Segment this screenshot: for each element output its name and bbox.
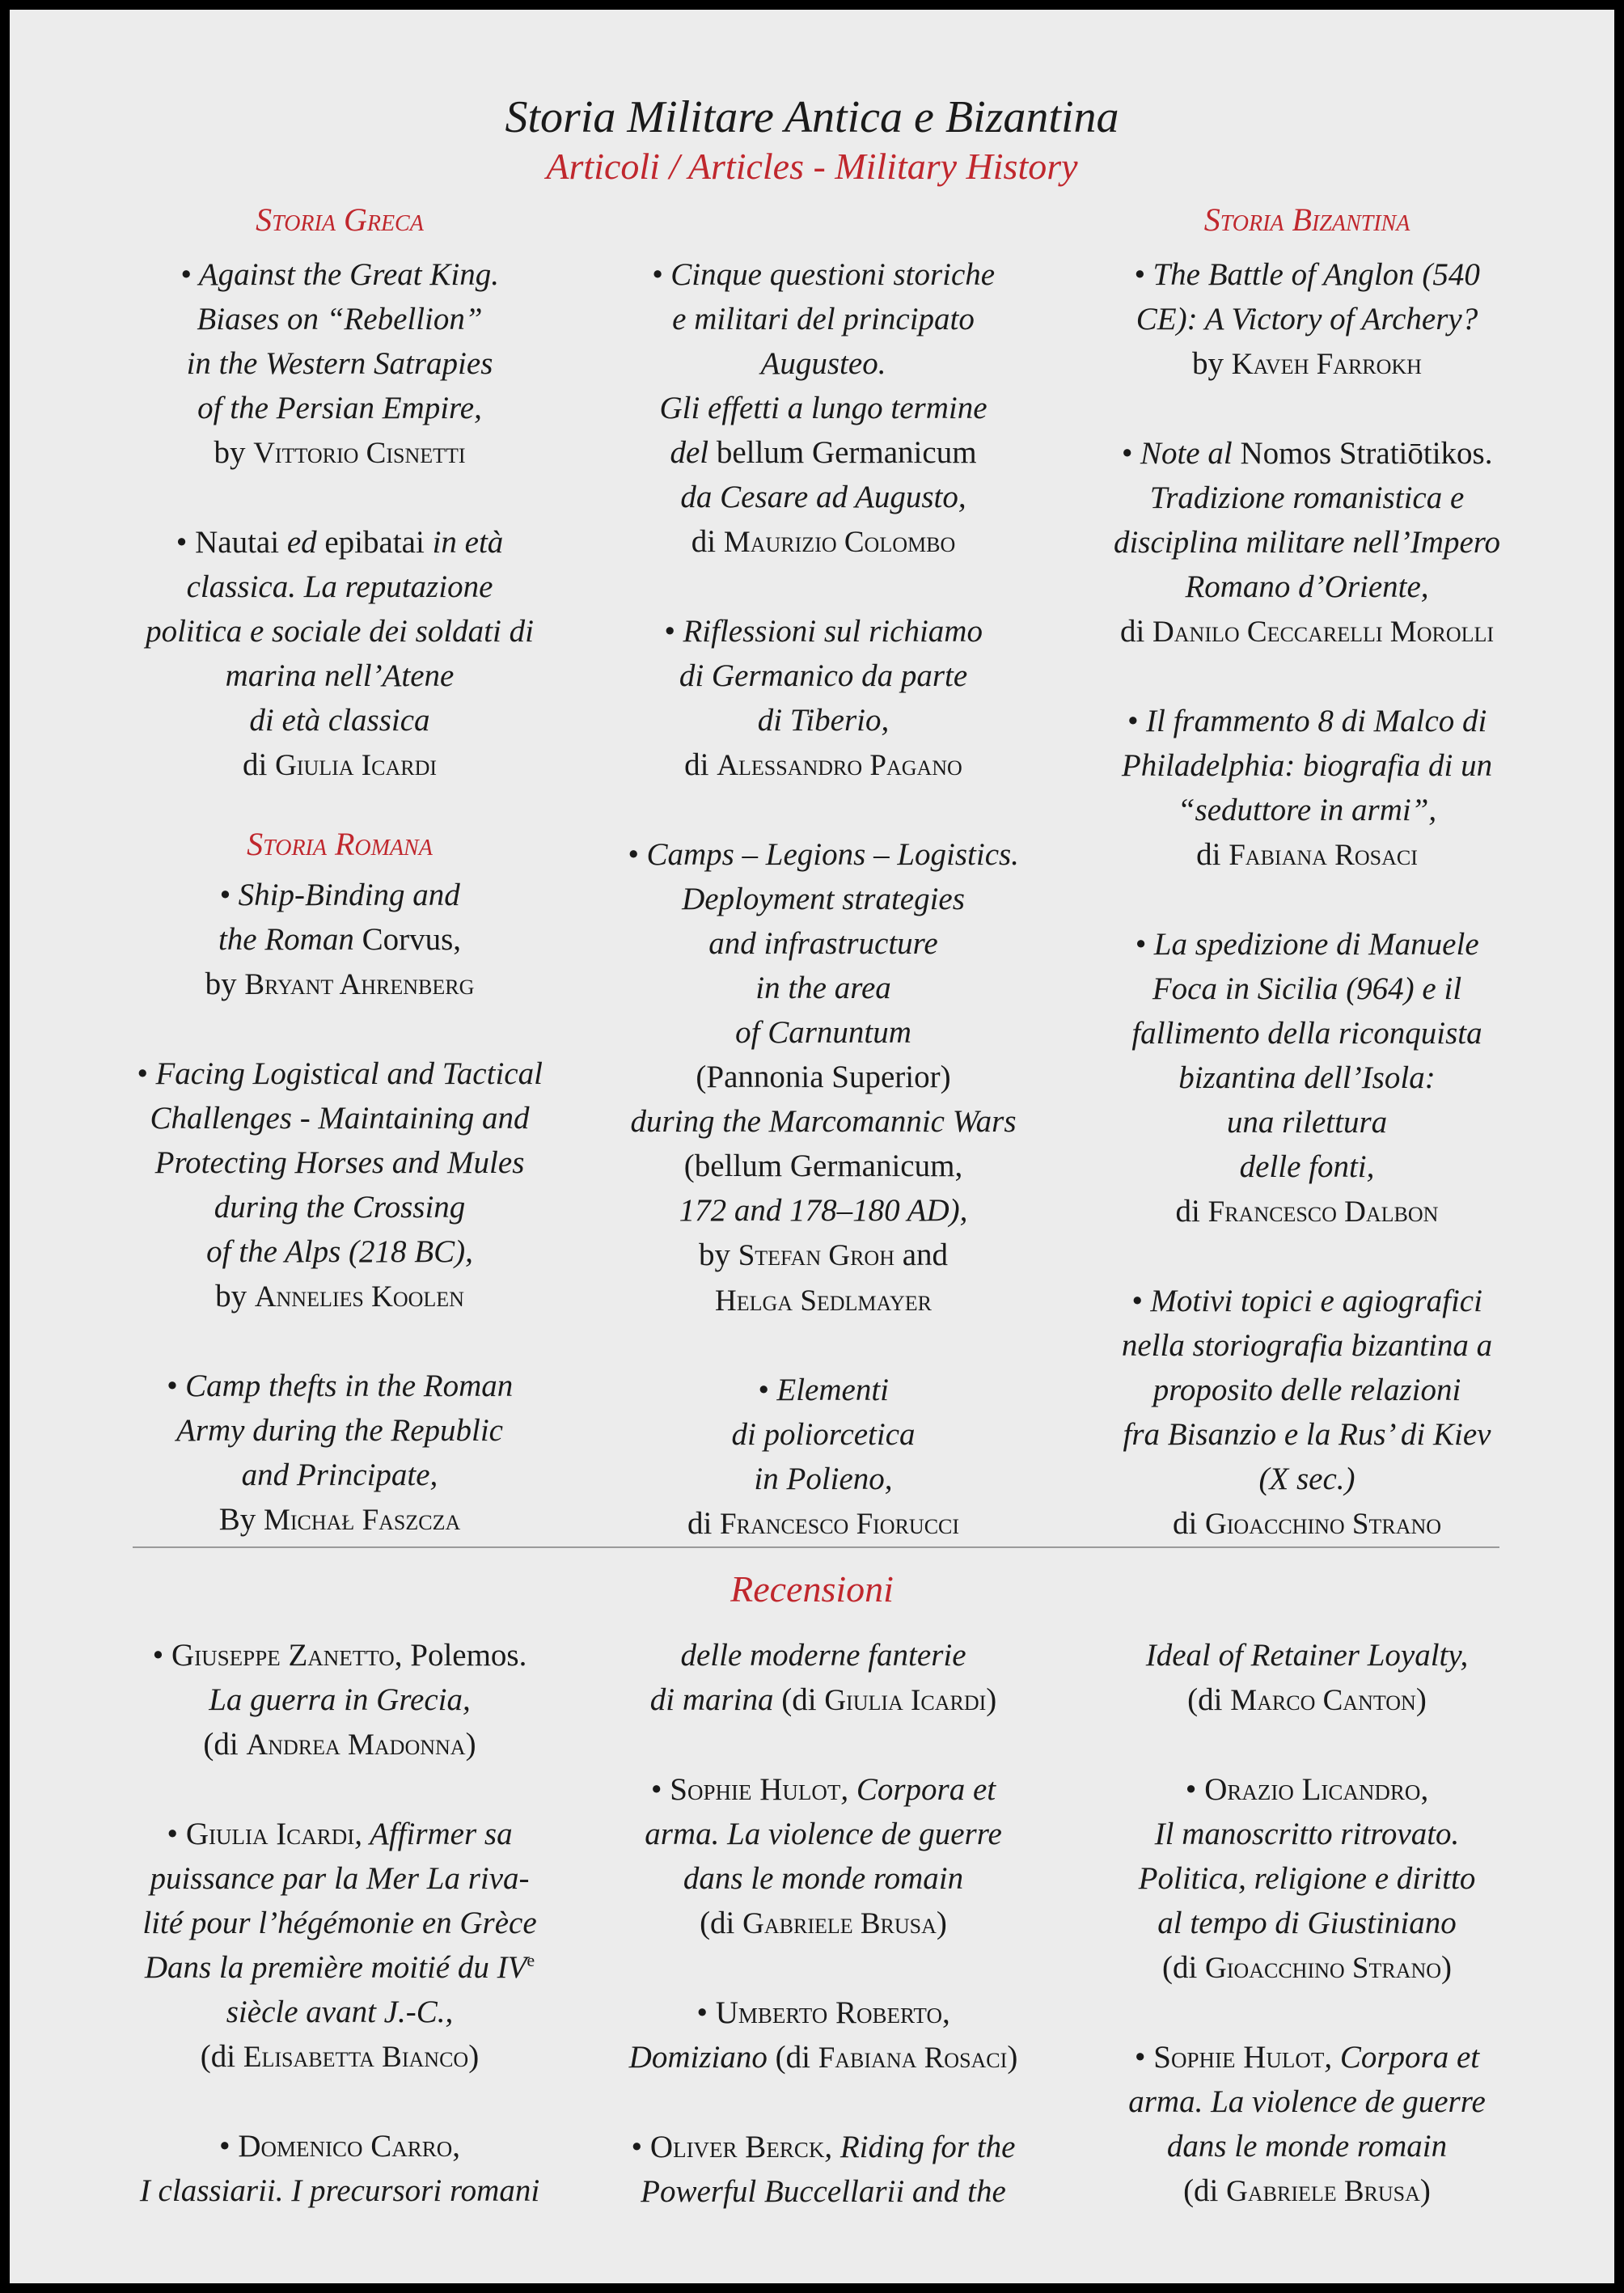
article-entry[interactable]: • Motivi topici e agiografici nella storiografia bizantina a proposito delle relazioni fra Bisanzio e la Rus’ di Kiev (X sec.) di Gioacchino Strano [1121,1284,1493,1541]
review-entry[interactable]: • Umberto Roberto, Domiziano (di Fabiana Rosaci) [628,1995,1018,2075]
column-romana [581,252,1066,1591]
article-entry[interactable]: • Il frammento 8 di Malco di Philadelphia: biografia di un “seduttore in armi”, di Fabiana Rosaci [1121,704,1493,872]
reviewer: Giulia Icardi [824,1684,987,1717]
review-entry[interactable]: Ideal of Retainer Loyalty, (di Marco Canton) [1145,1638,1469,1717]
section-storia-bizantina: Storia Bizantina [1203,201,1410,238]
article-author: Francesco Fiorucci [720,1508,960,1541]
reviewer: Gabriele Brusa [742,1907,937,1940]
review-entry[interactable]: • Orazio Licandro, Il manoscritto ritrovato. Politica, religione e diritto al tempo di Giustiniano (di Gioacchino Strano) [1138,1772,1476,1985]
article-author: Giulia Icardi [275,749,438,782]
article-author: Annelies Koolen [254,1280,464,1314]
review-entry[interactable]: • Sophie Hulot, Corpora et arma. La violence de guerre dans le monde romain (di Gabriele Brusa) [1128,2040,1486,2208]
review-entry[interactable]: • Sophie Hulot, Corpora et arma. La violence de guerre dans le monde romain (di Gabriele Brusa) [645,1772,1002,1940]
article-author: Vittorio Cisnetti [253,437,466,470]
review-entry[interactable]: • Oliver Berck, Riding for the Powerful Buccellarii and the [631,2130,1016,2209]
review-column-2 [581,1633,1066,2258]
section-storia-greca: Storia Greca [256,201,424,238]
review-column-1 [97,1633,582,2257]
reviewer: Gabriele Brusa [1226,2175,1420,2208]
reviewer: Andrea Madonna [246,1728,466,1762]
article-entry[interactable]: • Cinque questioni storiche e militari del principato Augusteo. Gli effetti a lungo termine del bellum Germanicum da Cesare ad Augusto, di Maurizio Colombo [651,257,996,559]
article-entry[interactable]: • Ship-Binding and the Roman Corvus, by Bryant Ahrenberg [205,878,475,1001]
article-entry[interactable]: • Riflessioni sul richiamo di Germanico da parte di Tiberio, di Alessandro Pagano [664,614,983,782]
article-author: Fabiana Rosaci [1229,839,1418,872]
article-author: Danilo Ceccarelli Morolli [1152,616,1495,649]
review-entry[interactable]: • Domenico Carro, I classiarii. I precursori romani [139,2129,540,2208]
article-entry[interactable]: • The Battle of Anglon (540 CE): A Victory of Archery? by Kaveh Farrokh [1134,257,1480,381]
article-author: Gioacchino Strano [1205,1508,1442,1541]
article-entry[interactable]: • Note al Nomos Stratiōtikos. Tradizione romanistica e disciplina militare nell’Impero Romano d’Oriente, di Danilo Ceccarelli Morolli [1113,436,1501,649]
article-entry[interactable]: • Camps – Legions – Logistics. Deployment strategies and infrastructure in the area of Carnuntum (Pannonia Superior) during the Marcomannic Wars (bellum Germanicum, 172 and 178–180 AD), by Stefan Groh and Helga Sedlmayer [628,837,1019,1318]
column-bizantina [1064,252,1550,1591]
article-author: Stefan Groh [738,1239,894,1272]
article-entry[interactable]: • Camp thefts in the Roman Army during the Republic and Principate, By Michał Faszcza [166,1369,514,1537]
reviewer: Fabiana Rosaci [818,2041,1008,2075]
reviewer: Gioacchino Strano [1205,1952,1442,1985]
article-entry[interactable]: • Against the Great King. Biases on “Rebellion” in the Western Satrapies of the Persian Empire, by Vittorio Cisnetti [180,257,499,470]
page-title: Storia Militare Antica e Bizantina [505,92,1119,142]
article-author: Francesco Dalbon [1207,1195,1439,1229]
article-author: Kaveh Farrokh [1231,348,1422,381]
column-greca-romana [97,252,582,1587]
article-author: Bryant Ahrenberg [244,968,475,1001]
article-entry[interactable]: • La spedizione di Manuele Foca in Sicilia (964) e il fallimento della riconquista bizantina dell’Isola: una rilettura delle fonti, di Francesco Dalbon [1131,927,1482,1229]
review-entry[interactable]: • Giuseppe Zanetto, Polemos. La guerra in Grecia, (di Andrea Madonna) [152,1638,527,1762]
article-entry[interactable]: • Facing Logistical and Tactical Challenges - Maintaining and Protecting Horses and Mules during the Crossing of the Alps (218 BC), by Annelies Koolen [137,1056,543,1314]
reviewer: Elisabetta Bianco [243,2041,469,2074]
article-entry[interactable]: • Elementi di poliorcetica in Polieno, di Francesco Fiorucci [687,1373,960,1541]
section-storia-romana: Storia Romana [247,826,433,862]
reviewer: Marco Canton [1230,1684,1416,1717]
recensioni-title: Recensioni [730,1568,894,1610]
review-entry[interactable]: delle moderne fanterie di marina (di Giulia Icardi) [649,1638,997,1717]
article-author: Helga Sedlmayer [715,1284,932,1318]
article-author: Alessandro Pagano [717,749,962,782]
review-column-3 [1064,1633,1550,2258]
page-subtitle: Articoli / Articles - Military History [546,146,1078,187]
article-entry[interactable]: • Nautai ed epibatai in età classica. La reputazione politica e sociale dei soldati di marina nell’Atene di età classica di Giulia Icardi [146,525,534,782]
section-divider [133,1546,1499,1548]
article-author: Michał Faszcza [263,1504,461,1537]
page [10,10,1614,2283]
review-entry[interactable]: • Giulia Icardi, Affirmer sa puissance par la Mer La riva- lité pour l’hégémonie en Grèce Dans la première moitié du IVe siècle avant J.-C., (di Elisabetta Bianco) [142,1817,537,2074]
article-author: Maurizio Colombo [723,526,956,559]
